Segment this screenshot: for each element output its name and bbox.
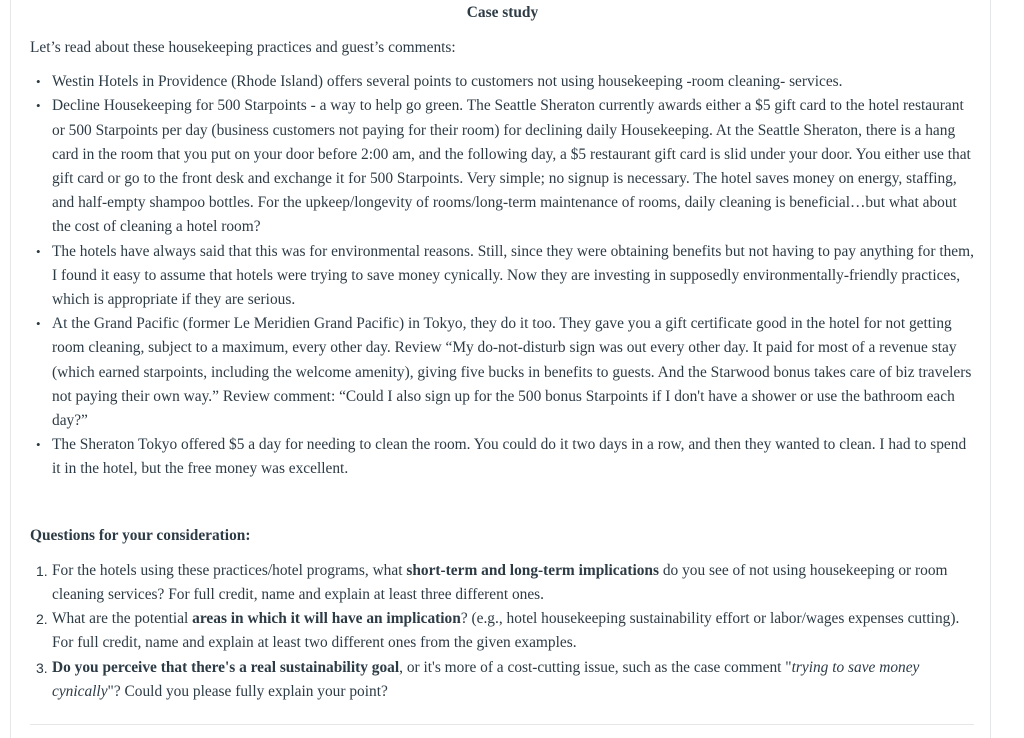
- list-item: [36, 70, 975, 94]
- question-emphasis: areas in which it will have an implication: [192, 610, 461, 628]
- intro-text: Let’s read about these housekeeping practices and guest’s comments:: [30, 39, 456, 56]
- list-item: [36, 433, 975, 481]
- bullet-icon: •: [36, 437, 41, 453]
- list-item: [36, 312, 975, 433]
- bullet-text: The hotels have always said that this was for environmental reasons. Still, since they were obtaining benefits but not having to pay anything for them, I found it easy to assume that hotels were trying to save money cynically. Now they are investing in supposedly environmentally-friendly practices, which is appropriate if they are serious.: [52, 242, 974, 309]
- question-number: 2.: [36, 611, 48, 628]
- question-number: 3.: [36, 659, 48, 676]
- document-content: [30, 0, 975, 704]
- bullet-text: At the Grand Pacific (former Le Meridien Grand Pacific) in Tokyo, they do it too. They gave you a gift certificate good in the hotel for not getting room cleaning, subject to a maximum, every other day. Review “My do-not-disturb sign was out every other day. It paid for most of a revenue stay (which earned starpoints, including the welcome amenity), giving five bucks in benefits to guests. And the Starwood bonus takes care of biz travelers not paying their own way.” Review comment: “Could I also sign up for the 500 bonus Starpoints if I don't have a shower or use the bathroom each day?”: [52, 315, 972, 430]
- list-item: [36, 240, 975, 313]
- question-emphasis: Do you perceive that there's a real sustainability goal: [52, 658, 400, 676]
- questions-heading: Questions for your consideration:: [30, 526, 251, 544]
- question-text-post: , or it's more of a cost-cutting issue, such as the case comment ": [399, 658, 792, 676]
- bullet-icon: •: [36, 243, 41, 259]
- bullet-text: Westin Hotels in Providence (Rhode Island) offers several points to customers not using housekeeping -room cleaning- services.: [52, 73, 843, 91]
- page-title: Case study: [466, 4, 539, 21]
- divider: [30, 724, 974, 725]
- document-panel: [10, 0, 991, 738]
- question-emphasis: short-term and long-term implications: [406, 561, 659, 579]
- bullet-text: The Sheraton Tokyo offered $5 a day for needing to clean the room. You could do it two days in a row, and then they wanted to clean. I had to spend it in the hotel, but the free money was excellent.: [52, 436, 967, 478]
- list-item: [36, 94, 975, 239]
- questions-list: [30, 559, 975, 704]
- bullet-text: Decline Housekeeping for 500 Starpoints - a way to help go green. The Seattle Sheraton currently awards either a $5 gift card to the hotel restaurant or 500 Starpoints per day (business customers not paying for their room) for declining daily Housekeeping. At the Seattle Sheraton, there is a hang card in the room that you put on your door before 2:00 am, and the following day, a $5 restaurant gift card is slid under your door. You either use that gift card or go to the front desk and exchange it for 500 Starpoints. Very simple; no signup is necessary. The hotel saves money on energy, staffing, and half-empty shampoo bottles. For the upkeep/longevity of rooms/long-term maintenance of rooms, daily cleaning is beneficial…but what about the cost of cleaning a hotel room?: [52, 97, 971, 236]
- question-number: 1.: [36, 562, 48, 579]
- question-item: [36, 656, 975, 704]
- question-text-post: ? (e.g., hotel housekeeping sustainability effort or labor/wages expenses cutting). For full credit, name and explain at least two different ones from the given examples.: [52, 610, 960, 652]
- question-text-pre: For the hotels using these practices/hotel programs, what: [52, 561, 407, 579]
- question-item: [36, 607, 975, 655]
- bullet-icon: •: [36, 98, 41, 114]
- question-text-end: "? Could you please fully explain your point?: [107, 682, 388, 700]
- case-bullet-list: [30, 70, 975, 481]
- question-text-post: do you see of not using housekeeping or room cleaning services? For full credit, name and explain at least three different ones.: [52, 561, 948, 604]
- quoted-comment: trying to save money cynically: [52, 658, 920, 700]
- question-item: [36, 559, 975, 607]
- bullet-icon: •: [36, 74, 41, 90]
- question-text-pre: What are the potential: [52, 610, 193, 628]
- bullet-icon: •: [36, 316, 41, 332]
